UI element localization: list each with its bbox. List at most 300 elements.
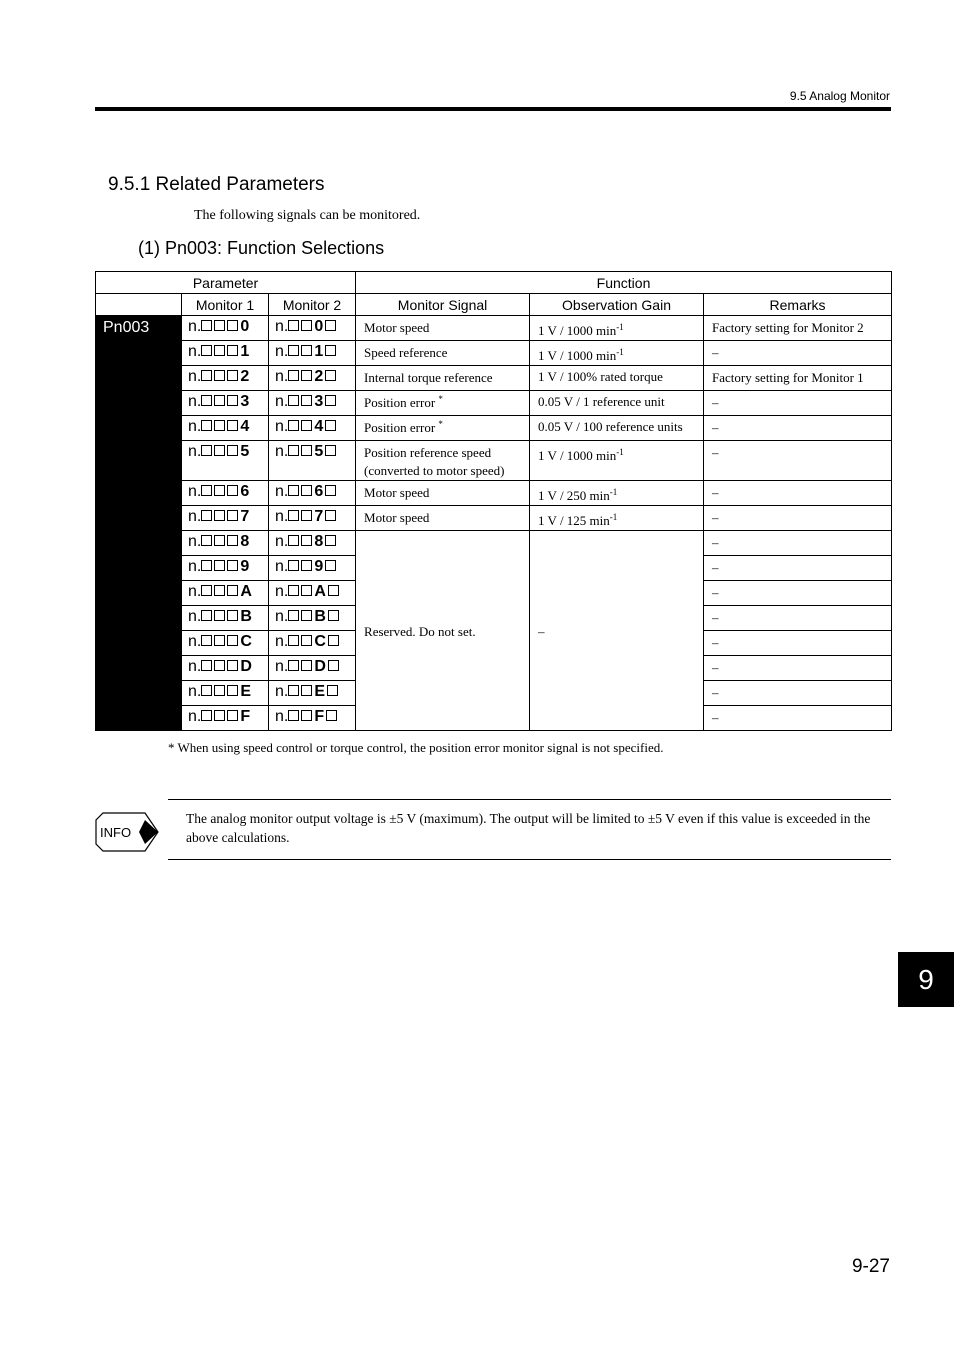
code-digit: C	[240, 633, 252, 650]
monitor2-code	[269, 391, 356, 416]
code-prefix: n.	[275, 533, 289, 550]
remark: Factory setting for Monitor 1	[712, 370, 864, 385]
placeholder-box	[214, 370, 225, 381]
table-body	[96, 316, 892, 731]
code-digit: 4	[314, 418, 324, 435]
code-digit: 7	[314, 508, 324, 525]
code-prefix: n.	[188, 583, 202, 600]
code-prefix: n.	[188, 343, 202, 360]
remark: –	[712, 485, 719, 500]
observation-gain-cell	[530, 506, 704, 531]
monitor1-code	[182, 556, 269, 581]
monitor2-code	[269, 706, 356, 731]
placeholder-box	[227, 445, 238, 456]
code-digit: 6	[240, 483, 250, 500]
placeholder-box	[227, 710, 238, 721]
observation-gain: 0.05 V / 100 reference units	[538, 419, 683, 434]
placeholder-box	[301, 535, 312, 546]
monitor2-code	[269, 631, 356, 656]
code-prefix: n.	[275, 508, 289, 525]
remark: –	[712, 535, 719, 550]
placeholder-box	[328, 585, 339, 596]
observation-gain-cell	[530, 341, 704, 366]
placeholder-box	[301, 445, 312, 456]
placeholder-box	[201, 585, 212, 596]
placeholder-box	[214, 445, 225, 456]
code-digit: B	[314, 608, 326, 625]
monitor1-code	[182, 366, 269, 391]
code-prefix: n.	[188, 393, 202, 410]
sub-title: (1) Pn003: Function Selections	[138, 238, 385, 258]
placeholder-box	[301, 635, 312, 646]
monitor1-code	[182, 706, 269, 731]
placeholder-box	[301, 395, 312, 406]
remarks-cell	[704, 606, 892, 631]
code-digit: F	[240, 708, 251, 725]
placeholder-box	[301, 345, 312, 356]
placeholder-box	[325, 510, 336, 521]
intro-text: The following signals can be monitored.	[194, 208, 421, 223]
header-parameter: Parameter	[96, 272, 356, 294]
monitor-signal-cell	[356, 506, 530, 531]
placeholder-box	[327, 685, 338, 696]
param-name: Pn003	[103, 319, 150, 336]
monitor-signal-cell	[356, 441, 530, 481]
placeholder-box	[288, 370, 299, 381]
placeholder-box	[301, 485, 312, 496]
remark: –	[712, 420, 719, 435]
code-prefix: n.	[188, 318, 202, 335]
code-digit: E	[240, 683, 252, 700]
placeholder-box	[288, 535, 299, 546]
monitor2-code	[269, 441, 356, 481]
placeholder-box	[288, 395, 299, 406]
monitor2-code	[269, 656, 356, 681]
placeholder-box	[201, 320, 212, 331]
remarks-cell	[704, 706, 892, 731]
code-prefix: n.	[275, 343, 289, 360]
placeholder-box	[325, 345, 336, 356]
placeholder-box	[288, 320, 299, 331]
code-prefix: n.	[275, 368, 289, 385]
remarks-cell	[704, 481, 892, 506]
placeholder-box	[301, 660, 312, 671]
placeholder-box	[288, 485, 299, 496]
monitor2-code	[269, 316, 356, 341]
placeholder-box	[288, 345, 299, 356]
monitor-signal: Motor speed	[364, 320, 430, 335]
monitor2-code	[269, 481, 356, 506]
remarks-cell	[704, 581, 892, 606]
exponent: -1	[616, 322, 624, 332]
placeholder-box	[201, 710, 212, 721]
placeholder-box	[301, 510, 312, 521]
placeholder-box	[214, 710, 225, 721]
placeholder-box	[227, 345, 238, 356]
placeholder-box	[214, 535, 225, 546]
placeholder-box	[288, 420, 299, 431]
placeholder-box	[325, 320, 336, 331]
code-digit: E	[314, 683, 326, 700]
monitor-signal-cell	[356, 366, 530, 391]
placeholder-box	[227, 420, 238, 431]
code-digit: 8	[314, 533, 324, 550]
observation-gain-cell	[530, 391, 704, 416]
remarks-cell	[704, 506, 892, 531]
monitor2-code	[269, 366, 356, 391]
placeholder-box	[328, 635, 339, 646]
placeholder-box	[325, 420, 336, 431]
code-prefix: n.	[275, 658, 289, 675]
placeholder-box	[301, 710, 312, 721]
code-prefix: n.	[188, 368, 202, 385]
observation-gain-cell	[530, 441, 704, 481]
remark: –	[712, 660, 719, 675]
code-digit: 1	[314, 343, 324, 360]
remarks-cell	[704, 366, 892, 391]
remark: –	[712, 635, 719, 650]
code-prefix: n.	[188, 508, 202, 525]
remarks-cell	[704, 681, 892, 706]
code-prefix: n.	[188, 708, 202, 725]
info-rule-top	[168, 799, 891, 800]
monitor1-code	[182, 606, 269, 631]
placeholder-box	[301, 685, 312, 696]
placeholder-box	[288, 510, 299, 521]
placeholder-box	[301, 320, 312, 331]
monitor-signal-cell	[356, 416, 530, 441]
monitor-signal-cell	[356, 341, 530, 366]
code-prefix: n.	[188, 633, 202, 650]
monitor1-code	[182, 416, 269, 441]
reserved-gain-cell	[530, 531, 704, 731]
table-row	[96, 531, 892, 556]
code-digit: A	[240, 583, 252, 600]
monitor2-code	[269, 581, 356, 606]
reserved-gain: –	[538, 623, 545, 639]
placeholder-box	[326, 710, 337, 721]
code-prefix: n.	[188, 443, 202, 460]
code-prefix: n.	[275, 318, 289, 335]
remark: –	[712, 445, 719, 460]
placeholder-box	[201, 445, 212, 456]
code-prefix: n.	[188, 483, 202, 500]
monitor-signal: (converted to motor speed)	[364, 463, 505, 478]
code-digit: 3	[240, 393, 250, 410]
footnote-mark: *	[438, 419, 443, 429]
placeholder-box	[301, 610, 312, 621]
header-monitor-signal: Monitor Signal	[356, 294, 530, 316]
placeholder-box	[214, 560, 225, 571]
monitor1-code	[182, 631, 269, 656]
placeholder-box	[201, 660, 212, 671]
code-digit: 1	[240, 343, 250, 360]
placeholder-box	[301, 560, 312, 571]
code-prefix: n.	[188, 658, 202, 675]
placeholder-box	[214, 345, 225, 356]
monitor1-code	[182, 316, 269, 341]
observation-gain: 1 V / 1000 min	[538, 448, 617, 463]
placeholder-box	[227, 535, 238, 546]
header-rule	[95, 107, 891, 111]
placeholder-box	[325, 485, 336, 496]
placeholder-box	[227, 395, 238, 406]
reserved-signal-cell	[356, 531, 530, 731]
monitor-signal: Position error	[364, 420, 436, 435]
monitor1-code	[182, 441, 269, 481]
placeholder-box	[214, 585, 225, 596]
placeholder-box	[201, 685, 212, 696]
code-digit: A	[314, 583, 326, 600]
monitor2-code	[269, 681, 356, 706]
monitor-signal-cell	[356, 391, 530, 416]
placeholder-box	[214, 660, 225, 671]
code-digit: 5	[240, 443, 250, 460]
observation-gain-cell	[530, 481, 704, 506]
remark: –	[712, 710, 719, 725]
monitor-signal-cell	[356, 316, 530, 341]
monitor1-code	[182, 681, 269, 706]
placeholder-box	[214, 635, 225, 646]
header-blank	[96, 294, 182, 316]
table-row	[96, 341, 892, 366]
remarks-cell	[704, 531, 892, 556]
exponent: -1	[609, 512, 618, 522]
placeholder-box	[227, 685, 238, 696]
placeholder-box	[214, 420, 225, 431]
placeholder-box	[328, 660, 339, 671]
remark: –	[712, 610, 719, 625]
info-rule-bottom	[168, 859, 891, 860]
placeholder-box	[227, 585, 238, 596]
remarks-cell	[704, 556, 892, 581]
code-digit: 4	[240, 418, 250, 435]
remarks-cell	[704, 391, 892, 416]
placeholder-box	[214, 610, 225, 621]
footnote: * When using speed control or torque control, the position error monitor signal is not specified.	[168, 740, 664, 755]
placeholder-box	[288, 685, 299, 696]
code-prefix: n.	[188, 608, 202, 625]
remark: –	[712, 510, 719, 525]
remarks-cell	[704, 631, 892, 656]
placeholder-box	[214, 395, 225, 406]
code-prefix: n.	[275, 583, 289, 600]
placeholder-box	[227, 510, 238, 521]
placeholder-box	[301, 420, 312, 431]
placeholder-box	[325, 370, 336, 381]
placeholder-box	[214, 685, 225, 696]
placeholder-box	[201, 370, 212, 381]
chapter-tab: 9	[898, 952, 954, 1007]
code-digit: 9	[240, 558, 250, 575]
code-prefix: n.	[275, 708, 289, 725]
monitor1-code	[182, 656, 269, 681]
placeholder-box	[201, 485, 212, 496]
remarks-cell	[704, 416, 892, 441]
exponent: -1	[616, 347, 624, 357]
monitor1-code	[182, 481, 269, 506]
code-prefix: n.	[188, 683, 202, 700]
placeholder-box	[201, 510, 212, 521]
info-text: The analog monitor output voltage is ±5 V (maximum). The output will be limited to ±5 V even if this value is exceeded in the above calculations.	[186, 811, 871, 845]
placeholder-box	[201, 420, 212, 431]
placeholder-box	[288, 610, 299, 621]
observation-gain: 1 V / 100% rated torque	[538, 369, 663, 384]
exponent: -1	[609, 487, 618, 497]
running-header: 9.5 Analog Monitor	[789, 89, 890, 103]
observation-gain-cell	[530, 316, 704, 341]
placeholder-box	[288, 660, 299, 671]
code-digit: 5	[314, 443, 324, 460]
code-prefix: n.	[275, 418, 289, 435]
param-name-cell	[96, 316, 182, 731]
remarks-cell	[704, 341, 892, 366]
remark: –	[712, 395, 719, 410]
code-prefix: n.	[275, 633, 289, 650]
placeholder-box	[325, 445, 336, 456]
footnote-mark: *	[438, 394, 443, 404]
monitor-signal: Motor speed	[364, 485, 430, 500]
placeholder-box	[227, 485, 238, 496]
remark: –	[712, 560, 719, 575]
placeholder-box	[201, 535, 212, 546]
placeholder-box	[227, 660, 238, 671]
placeholder-box	[288, 445, 299, 456]
remarks-cell	[704, 441, 892, 481]
code-digit: D	[240, 658, 252, 675]
remark: –	[712, 685, 719, 700]
code-digit: 0	[314, 318, 324, 335]
code-digit: 9	[314, 558, 324, 575]
placeholder-box	[227, 635, 238, 646]
placeholder-box	[214, 320, 225, 331]
placeholder-box	[201, 395, 212, 406]
code-digit: D	[314, 658, 326, 675]
monitor-signal-cell	[356, 481, 530, 506]
info-icon	[95, 812, 161, 852]
monitor2-code	[269, 341, 356, 366]
header-remarks: Remarks	[704, 294, 892, 316]
header-monitor1: Monitor 1	[182, 294, 269, 316]
monitor2-code	[269, 606, 356, 631]
placeholder-box	[201, 610, 212, 621]
code-prefix: n.	[275, 443, 289, 460]
code-digit: 2	[314, 368, 324, 385]
placeholder-box	[288, 560, 299, 571]
placeholder-box	[227, 610, 238, 621]
monitor-signal: Motor speed	[364, 510, 430, 525]
placeholder-box	[288, 585, 299, 596]
table-row	[96, 391, 892, 416]
monitor1-code	[182, 531, 269, 556]
code-prefix: n.	[188, 533, 202, 550]
placeholder-box	[214, 510, 225, 521]
exponent: -1	[616, 447, 624, 457]
placeholder-box	[288, 635, 299, 646]
code-digit: 3	[314, 393, 324, 410]
header-observation-gain: Observation Gain	[530, 294, 704, 316]
monitor2-code	[269, 556, 356, 581]
monitor2-code	[269, 531, 356, 556]
parameter-table	[95, 271, 892, 731]
table-row	[96, 316, 892, 341]
placeholder-box	[227, 370, 238, 381]
code-prefix: n.	[188, 558, 202, 575]
code-digit: F	[314, 708, 325, 725]
observation-gain: 1 V / 1000 min	[538, 348, 617, 363]
table-row	[96, 366, 892, 391]
observation-gain: 1 V / 1000 min	[538, 323, 617, 338]
monitor1-code	[182, 341, 269, 366]
remarks-cell	[704, 656, 892, 681]
code-digit: 0	[240, 318, 250, 335]
code-digit: 6	[314, 483, 324, 500]
observation-gain-cell	[530, 416, 704, 441]
placeholder-box	[301, 585, 312, 596]
monitor-signal: Internal torque reference	[364, 370, 493, 385]
placeholder-box	[201, 635, 212, 646]
code-prefix: n.	[275, 558, 289, 575]
placeholder-box	[325, 395, 336, 406]
monitor1-code	[182, 506, 269, 531]
placeholder-box	[227, 320, 238, 331]
monitor1-code	[182, 391, 269, 416]
placeholder-box	[325, 560, 336, 571]
observation-gain: 1 V / 250 min	[538, 488, 610, 503]
code-prefix: n.	[275, 483, 289, 500]
monitor1-code	[182, 581, 269, 606]
code-prefix: n.	[275, 683, 289, 700]
observation-gain: 1 V / 125 min	[538, 513, 610, 528]
header-function: Function	[356, 272, 892, 294]
code-prefix: n.	[188, 418, 202, 435]
placeholder-box	[288, 710, 299, 721]
code-digit: 7	[240, 508, 250, 525]
monitor-signal: Position error	[364, 395, 436, 410]
monitor2-code	[269, 506, 356, 531]
placeholder-box	[214, 485, 225, 496]
observation-gain: 0.05 V / 1 reference unit	[538, 394, 665, 409]
code-digit: B	[240, 608, 252, 625]
placeholder-box	[328, 610, 339, 621]
observation-gain-cell	[530, 366, 704, 391]
placeholder-box	[201, 560, 212, 571]
remark: Factory setting for Monitor 2	[712, 320, 864, 335]
code-prefix: n.	[275, 393, 289, 410]
remark: –	[712, 345, 719, 360]
remark: –	[712, 585, 719, 600]
table-row	[96, 506, 892, 531]
table-row	[96, 481, 892, 506]
code-digit: C	[314, 633, 326, 650]
placeholder-box	[201, 345, 212, 356]
monitor-signal: Speed reference	[364, 345, 448, 360]
code-digit: 8	[240, 533, 250, 550]
remarks-cell	[704, 316, 892, 341]
placeholder-box	[325, 535, 336, 546]
code-digit: 2	[240, 368, 250, 385]
header-monitor2: Monitor 2	[269, 294, 356, 316]
section-title: 9.5.1 Related Parameters	[108, 174, 325, 195]
reserved-signal: Reserved. Do not set.	[364, 624, 476, 639]
placeholder-box	[301, 370, 312, 381]
monitor2-code	[269, 416, 356, 441]
code-prefix: n.	[275, 608, 289, 625]
monitor-signal: Position reference speed	[364, 445, 492, 460]
placeholder-box	[227, 560, 238, 571]
page-number: 9-27	[851, 1256, 890, 1277]
info-icon-label: INFO	[100, 825, 132, 840]
